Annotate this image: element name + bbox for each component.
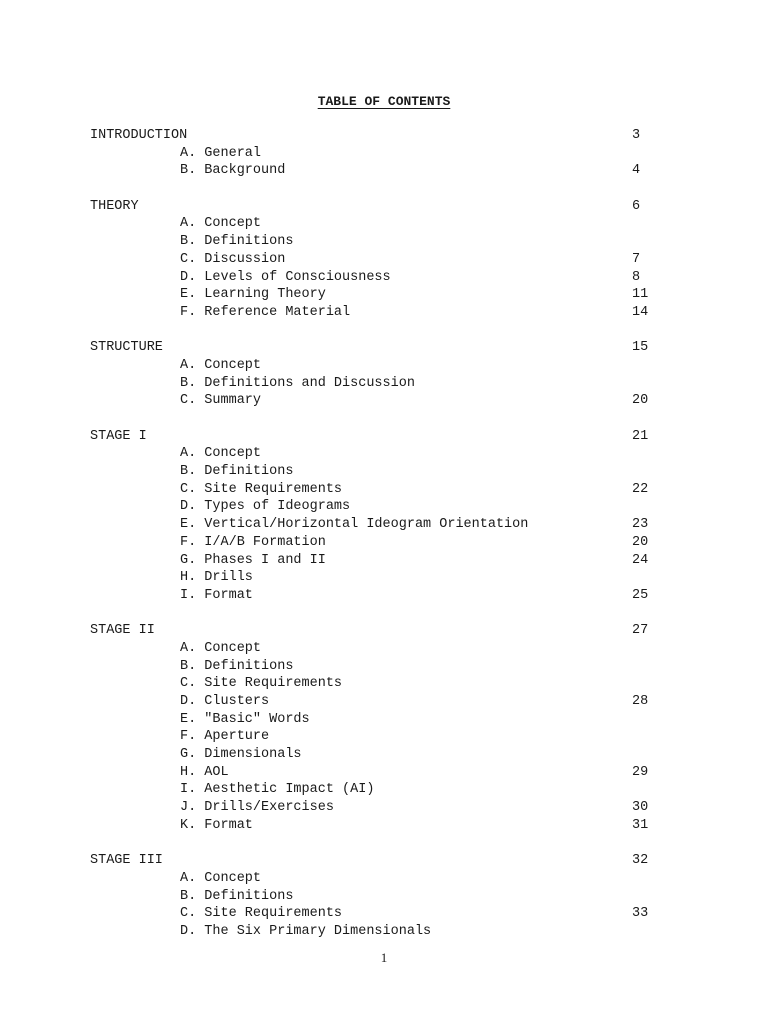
toc-page-number: 30 [632, 800, 649, 816]
toc-entry-row [90, 286, 670, 304]
toc-page-number: 31 [632, 817, 649, 833]
toc-entry-label: F. Reference Material [180, 304, 351, 320]
toc-page-number: 28 [632, 694, 649, 709]
toc-section-row [90, 428, 670, 446]
toc-entry-label: C. Site Requirements [180, 481, 343, 497]
toc-entry-label: D. Types of Ideograms [180, 499, 351, 515]
toc-entry-row [90, 781, 670, 799]
toc-page-number: 29 [632, 764, 649, 780]
toc-entry-row [90, 516, 670, 534]
toc-entry-row [90, 392, 670, 410]
toc-entry-row [90, 498, 670, 516]
toc-entry-label: B. Definitions and Discussion [180, 375, 415, 391]
toc-page-number: 27 [632, 623, 649, 639]
toc-section-title: STAGE I [90, 428, 147, 444]
toc-entry-label: A. Concept [180, 216, 262, 232]
toc-entry-label: B. Definitions [180, 464, 294, 480]
toc-entry-label: A. Concept [180, 870, 262, 886]
toc-entry-row [90, 552, 670, 570]
toc-page-number: 32 [632, 853, 649, 869]
toc-page-number: 23 [632, 517, 649, 533]
toc-entry-row [90, 534, 670, 552]
toc-entry-label: C. Summary [180, 393, 262, 409]
toc-entry-row [90, 587, 670, 605]
toc-entry-row [90, 215, 670, 233]
page-number: 1 [380, 950, 388, 965]
toc-entry-row [90, 640, 670, 658]
toc-entry-row [90, 693, 670, 711]
toc-section-title: STAGE II [90, 623, 155, 639]
toc-entry-row [90, 445, 670, 463]
toc-entry-row [90, 817, 670, 835]
toc-entry-label: C. Site Requirements [180, 676, 343, 692]
toc-entry-label: D. Levels of Consciousness [180, 269, 391, 285]
toc-page-number: 25 [632, 587, 649, 603]
toc-entry-label: G. Dimensionals [180, 747, 302, 763]
toc-page-number: 33 [632, 906, 649, 922]
toc-entry-row [90, 905, 670, 923]
toc-entry-label: H. AOL [180, 764, 229, 780]
toc-section-row [90, 852, 670, 870]
toc-title-text: TABLE OF CONTENTS [317, 94, 451, 109]
toc-entry-row [90, 764, 670, 782]
toc-entry-row [90, 304, 670, 322]
toc-entry-label: I. Format [180, 587, 253, 603]
toc-entry-label: C. Site Requirements [180, 906, 343, 922]
toc-entry-row [90, 251, 670, 269]
toc-page-number: 3 [632, 128, 641, 143]
toc-page-number: 7 [632, 251, 641, 267]
toc-entry-row [90, 375, 670, 393]
toc-page-number: 11 [632, 287, 649, 303]
toc-page-number: 22 [632, 481, 649, 497]
toc-entry-label: E. "Basic" Words [180, 711, 310, 727]
toc-entry-row [90, 728, 670, 746]
toc-entry-label: A. Concept [180, 357, 262, 373]
toc-entry-row [90, 162, 670, 180]
toc-entry-label: I. Aesthetic Impact (AI) [180, 782, 375, 798]
toc-entry-row [90, 145, 670, 163]
toc-entry-label: B. Definitions [180, 888, 294, 904]
toc-section-row [90, 339, 670, 357]
toc-page-number: 20 [632, 534, 649, 550]
toc-entry-label: F. I/A/B Formation [180, 534, 326, 550]
toc-page-number: 4 [632, 163, 641, 179]
toc-page-number: 8 [632, 269, 641, 285]
toc-entry-label: D. The Six Primary Dimensionals [180, 923, 432, 939]
toc-entry-label: B. Background [180, 163, 286, 179]
toc-title [0, 93, 768, 110]
toc-entry-label: E. Learning Theory [180, 287, 326, 303]
toc-entry-row [90, 233, 670, 251]
toc-page-number: 20 [632, 393, 649, 409]
toc-entry-label: C. Discussion [180, 251, 286, 267]
toc-entry-row [90, 463, 670, 481]
toc-entry-row [90, 870, 670, 888]
toc-entry-row [90, 658, 670, 676]
toc-entry-row [90, 711, 670, 729]
toc-entry-label: G. Phases I and II [180, 552, 326, 568]
toc-entry-row [90, 357, 670, 375]
toc-entry-label: D. Clusters [180, 694, 270, 709]
toc-section-title: INTRODUCTION [90, 128, 188, 143]
toc-entry-row [90, 923, 670, 941]
toc-page-number: 24 [632, 552, 649, 568]
toc-entry-row [90, 675, 670, 693]
toc-page-number: 15 [632, 340, 649, 356]
toc-section-row [90, 198, 670, 216]
toc-entry-row [90, 269, 670, 287]
toc-entry-row [90, 888, 670, 906]
toc-page-number: 6 [632, 198, 641, 214]
toc-entry-label: B. Definitions [180, 234, 294, 250]
toc-entry-row [90, 746, 670, 764]
toc-section-row [90, 622, 670, 640]
toc-section-title: STRUCTURE [90, 340, 163, 356]
toc-section-title: STAGE III [90, 853, 163, 869]
toc-entry-label: E. Vertical/Horizontal Ideogram Orientation [180, 517, 529, 533]
table-of-contents [90, 127, 670, 941]
toc-entry-label: J. Drills/Exercises [180, 800, 334, 816]
toc-entry-row [90, 569, 670, 587]
toc-entry-label: H. Drills [180, 570, 253, 586]
toc-entry-row [90, 481, 670, 499]
toc-section-title: THEORY [90, 198, 139, 214]
toc-entry-label: B. Definitions [180, 658, 294, 674]
toc-entry-label: A. General [180, 145, 262, 161]
toc-entry-row [90, 799, 670, 817]
toc-page-number: 21 [632, 428, 649, 444]
toc-entry-label: A. Concept [180, 640, 262, 656]
toc-page-number: 14 [632, 304, 649, 320]
toc-entry-label: K. Format [180, 817, 253, 833]
toc-entry-label: F. Aperture [180, 729, 270, 745]
toc-entry-label: A. Concept [180, 446, 262, 462]
toc-section-row [90, 127, 670, 145]
